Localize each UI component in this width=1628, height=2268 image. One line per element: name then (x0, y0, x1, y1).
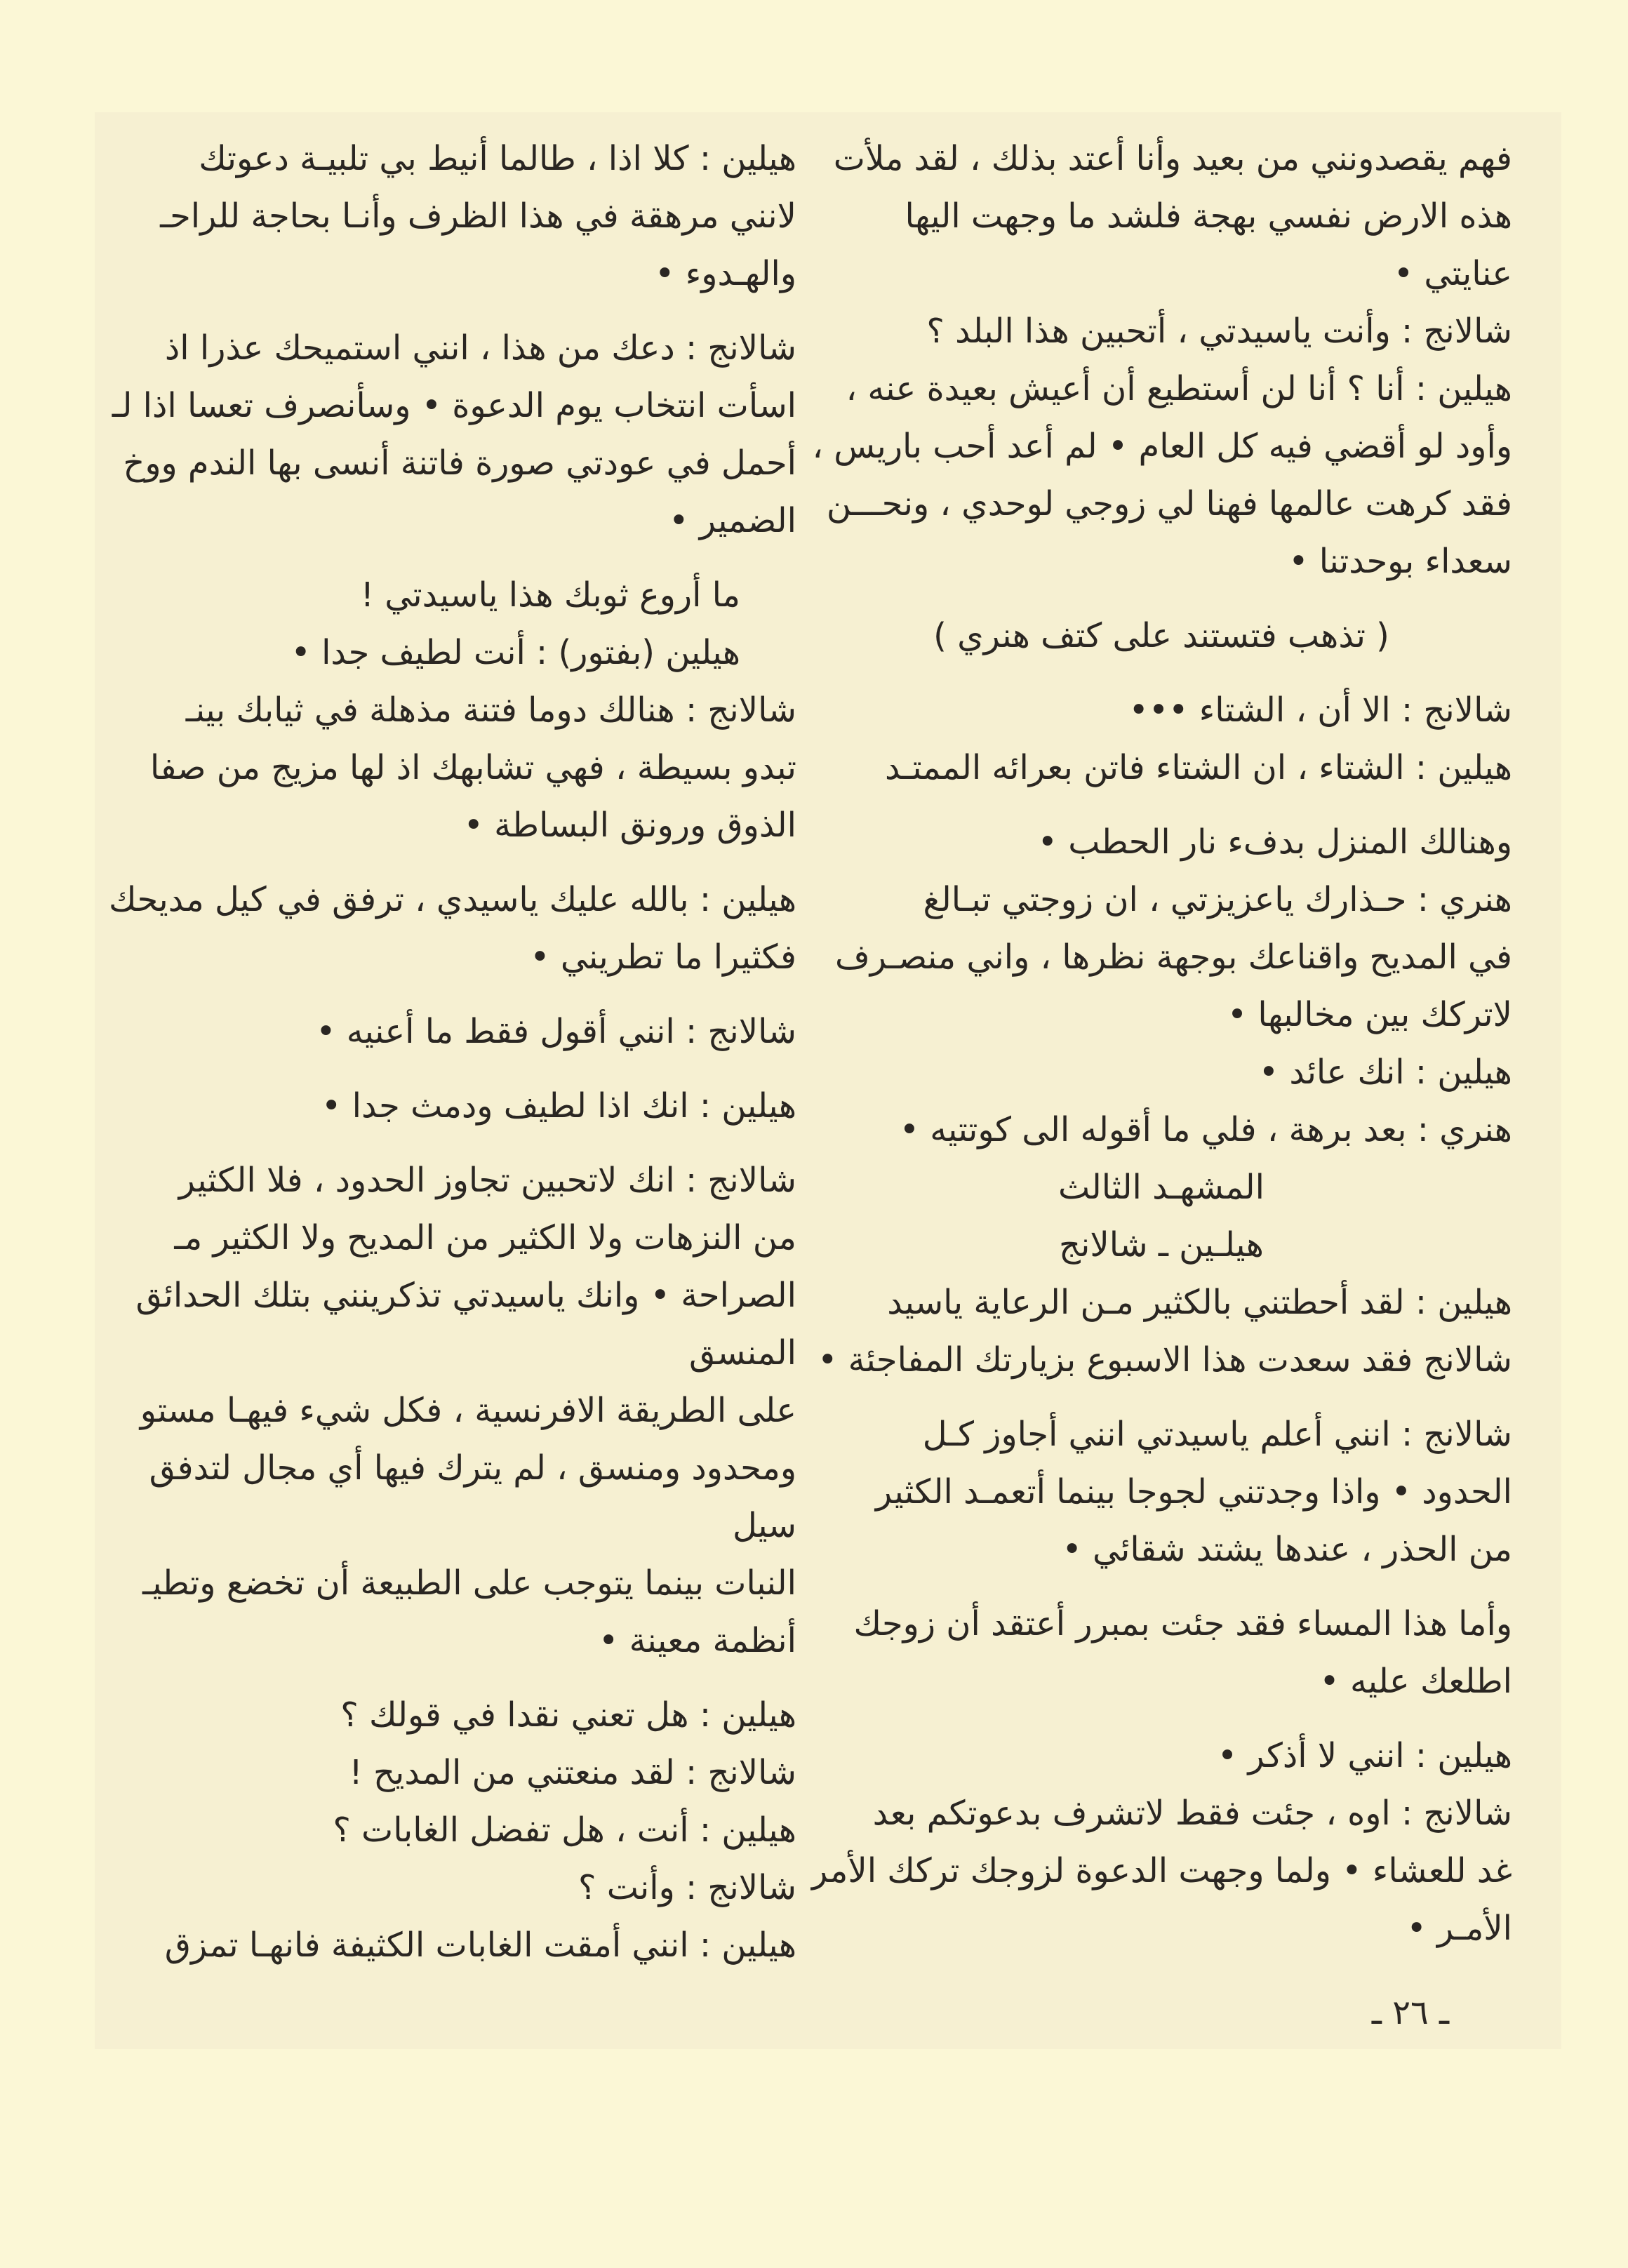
text-line: هيلين : الشتاء ، ان الشتاء فاتن بعرائه الممتـد (884, 748, 1512, 787)
text-line: هيلين : كلا اذا ، طالما أنيط بي تلبيـة دعوتك (199, 139, 796, 178)
text-line: هيلين : أنا ؟ أنا لن أستطيع أن أعيش بعيدة عنه ، (846, 369, 1512, 408)
text-line: ومحدود ومنسق ، لم يترك فيها أي مجال لتدفق سيل (149, 1448, 796, 1545)
text-line: ما أروع ثوبك هذا ياسيدتي ! (360, 575, 740, 615)
text-line: هيلين : انك عائد • (1258, 1053, 1512, 1092)
text-line: غد للعشاء • ولما وجهت الدعوة لزوجك تركك الأمر (811, 1851, 1512, 1890)
text-line: هيلين : بالله عليك ياسيدي ، ترفق في كيل مديحك (108, 880, 796, 919)
text-line: هيلين (بفتور) : أنت لطيف جدا • (291, 633, 740, 672)
text-line: فهم يقصدونني من بعيد وأنا أعتد بذلك ، لقد ملأت (833, 139, 1512, 178)
text-line: لانني مرهقة في هذا الظرف وأنـا بحاجة للراحـ (160, 196, 796, 236)
left-column (95, 130, 796, 1974)
text-line: شالانج : وأنت ياسيدتي ، أتحبين هذا البلد ؟ (926, 312, 1512, 351)
text-line: على الطريقة الافرنسية ، فكل شيء فيهـا مستو (140, 1391, 796, 1430)
text-line: هيلين : أنت ، هل تفضل الغابات ؟ (333, 1810, 796, 1850)
text-line: شالانج : انك لاتحبين تجاوز الحدود ، فلا الكثير (178, 1161, 796, 1200)
text-line: من النزهات ولا الكثير من المديح ولا الكثير مـ (174, 1218, 796, 1258)
text-line: النبات بينما يتوجب على الطبيعة أن تخضع وتطيـ (142, 1563, 796, 1603)
text-line: شالانج : انني أقول فقط ما أعنيه • (316, 1012, 796, 1051)
text-line: سعداء بوحدتنا • (1288, 542, 1512, 581)
text-line: شالانج : هنالك دوما فتنة مذهلة في ثيابك بينـ (185, 691, 796, 730)
text-line: والهـدوء • (655, 254, 796, 293)
text-line: هيلين : هل تعني نقدا في قولك ؟ (340, 1695, 796, 1735)
text-line: هذه الارض نفسي بهجة فلشد ما وجهت اليها عنايتي • (905, 196, 1512, 293)
text-line: لاتركك بين مخالبها • (1227, 995, 1512, 1034)
text-line: الصراحة • وانك ياسيدتي تذكرينني بتلك الحدائق المنسق (135, 1276, 796, 1373)
text-line: هيلين : انك اذا لطيف ودمث جدا • (321, 1086, 796, 1126)
text-line: الحدود • واذا وجدتني لجوجا بينما أتعمـد الكثير (875, 1472, 1512, 1512)
text-line: وأما هذا المساء فقد جئت بمبرر أعتقد أن زوجك (853, 1604, 1512, 1643)
text-line: في المديح واقناعك بوجهة نظرها ، واني منصـرف (834, 938, 1512, 977)
text-line: شالانج : وأنت ؟ (578, 1868, 796, 1907)
text-line: هيلين : انني لا أذكر • (1217, 1736, 1512, 1775)
page-number: ـ ٢٦ ـ (1371, 1993, 1450, 2032)
text-line: وهنالك المنزل بدفء نار الحطب • (1037, 822, 1512, 862)
scene-heading: المشهـد الثالث (1058, 1168, 1265, 1207)
text-line: شالانج فقد سعدت هذا الاسبوع بزيارتك المفاجئة • (818, 1340, 1512, 1380)
text-line: فكثيرا ما تطريني • (530, 938, 796, 977)
text-line: الذوق ورونق البساطة • (463, 806, 796, 845)
scene-characters: هيلـين ـ شالانج (1059, 1225, 1264, 1265)
stage-direction: ( تذهب فتستند على كتف هنري ) (933, 616, 1389, 655)
text-line: وأود لو أقضي فيه كل العام • لم أعد أحب باريس ، (812, 427, 1512, 466)
text-line: فقد كرهت عالمها فهنا لي زوجي لوحدي ، ونحـــن (826, 484, 1512, 523)
text-line: شالانج : دعك من هذا ، انني استميحك عذرا اذ (164, 328, 796, 368)
text-line: أنظمة معينة • (599, 1621, 796, 1660)
text-line: شالانج : لقد منعتني من المديح ! (349, 1753, 796, 1792)
text-line: هنري : حـذارك ياعزيزتي ، ان زوجتي تبـالغ (923, 880, 1512, 919)
text-line: الضمير • (669, 501, 796, 540)
text-line: اسأت انتخاب يوم الدعوة • وسأنصرف تعسا اذا لـ (112, 386, 796, 425)
text-line: أحمل في عودتي صورة فاتنة أنسى بها الندم ووخ (123, 443, 796, 483)
text-line: تبدو بسيطة ، فهي تشابهك اذ لها مزيج من صفا (149, 748, 796, 787)
text-line: اطلعك عليه • (1319, 1662, 1512, 1701)
text-line: هنري : بعد برهة ، فلي ما أقوله الى كوتتيه • (899, 1110, 1512, 1149)
text-line: شالانج : الا أن ، الشتاء ••• (1128, 691, 1512, 730)
text-line: شالانج : انني أعلم ياسيدتي انني أجاوز كـل (922, 1415, 1512, 1454)
text-line: الأمـر • (1406, 1909, 1512, 1948)
text-line: هيلين : انني أمقت الغابات الكثيفة فانهـا تمزق (164, 1926, 796, 1965)
text-line: هيلين : لقد أحطتني بالكثير مـن الرعاية ياسيد (887, 1283, 1512, 1322)
text-line: شالانج : اوه ، جئت فقط لاتشرف بدعوتكم بعد (872, 1794, 1512, 1833)
text-line: من الحذر ، عندها يشتد شقائي • (1062, 1530, 1512, 1569)
right-column (810, 130, 1512, 1957)
